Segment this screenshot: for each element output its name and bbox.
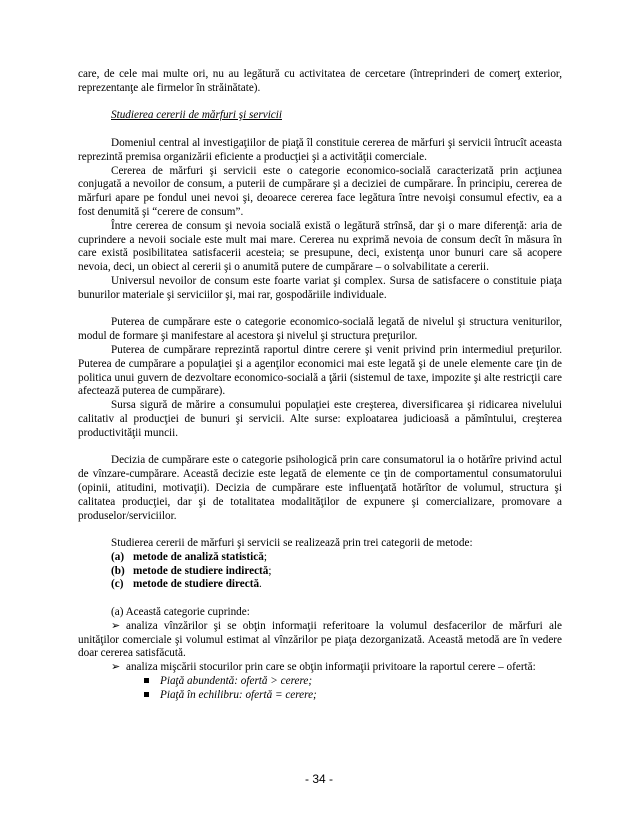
paragraph: (a) Această categorie cuprinde: xyxy=(111,606,250,619)
method-label: (c) xyxy=(111,578,124,591)
paragraph-intro: care, de cele mai multe ori, nu au legătură cu activitatea de cercetare (întreprinderi de comerţ exterior, reprezentanţe ale firmelor în străinătate). xyxy=(78,68,562,94)
page-content xyxy=(78,68,562,703)
paragraph: Cererea de mărfuri şi servicii este o categorie economico-socială caracterizată prin acţiunea conjugată a nevoilor de consum, a puterii de cumpărare şi a deciziei de cumpărare. În principiu, cererea de mărfuri apare pe fondul unei nevoi şi, deoarece cererea face legătura între nevoişi consumul efectiv, ea a fost denumită şi “cerere de consum”. xyxy=(78,164,562,218)
method-text: metode de analiză statistică xyxy=(133,550,264,563)
method-label: (a) xyxy=(111,550,125,563)
method-tail: ; xyxy=(263,550,267,563)
arrow-item xyxy=(78,661,562,675)
bullet-item xyxy=(144,689,562,703)
paragraph: Decizia de cumpărare este o categorie psihologică prin care consumatorul ia o hotărîre privind actul de vînzare-cumpărare. Această decizie este legată de elemente ce ţin de comportamentul consumatorului (opinii, atitudini, motivaţii). Decizia de cumpărare este influenţată hotărîtor de volumul, structura şi calitatea producţiei, dar şi de totalitatea modalităţilor de expunere şi comercializare, promovare a produselor/serviciilor. xyxy=(78,454,562,522)
method-label: (b) xyxy=(111,564,125,577)
method-item xyxy=(111,551,562,565)
paragraph: Sursa sigură de mărire a consumului populaţiei este creşterea, diversificarea şi ridicarea nivelului calitativ al producţiei de bunuri şi servicii. Alte surse: exploatarea judicioasă a pămîntului, creşterea productivităţii muncii. xyxy=(78,399,562,439)
arrow-item xyxy=(78,620,562,661)
method-item xyxy=(111,578,562,592)
bullet-text: Piaţă abundentă: ofertă > cerere; xyxy=(160,675,313,688)
bullet-text: Piaţă în echilibru: ofertă = cerere; xyxy=(160,688,317,701)
paragraph: Universul nevoilor de consum este foarte variat şi complex. Sursa de satisfacere o constituie piaţa bunurilor materiale şi serviciilor şi, mai rar, gospodăriile individuale. xyxy=(78,274,562,301)
section-heading: Studierea cererii de mărfuri şi servicii xyxy=(111,109,282,122)
paragraph: Domeniul central al investigaţiilor de piaţă îl constituie cererea de mărfuri şi servicii întrucît aceasta reprezintă premisa organizării eficiente a producţiei şi a activităţii comerciale. xyxy=(78,136,562,163)
paragraph: Studierea cererii de mărfuri şi servicii se realizează prin trei categorii de metode: xyxy=(111,537,473,550)
paragraph: Puterea de cumpărare este o categorie economico-socială legată de nivelul şi structura veniturilor, modul de formare şi manifestare al acestora şi nivelul şi structura preţurilor. xyxy=(78,316,562,343)
arrowhead-bullet-icon: ➢ xyxy=(111,661,121,674)
paragraph: Între cererea de consum şi nevoia socială există o legătură strînsă, dar şi o mare diferenţă: aria de cuprindere a nevoii sociale este mult mai mare. Cererea nu exprimă nevoia de consum decît în măsura în care există posibilitatea satisfacerii acesteia; se presupune, deci, existenţa unor bunuri care să acopere nevoia, deci, un obiect al cererii şi o anumită putere de cumpărare – o solvabilitate a cererii. xyxy=(78,219,562,274)
bullet-item xyxy=(144,675,562,689)
page-number: - 34 - xyxy=(304,772,333,786)
arrow-item-text: analiza vînzărilor şi se obţin informaţii referitoare la volumul desfacerilor de mărfuri ale unităţilor comerciale şi volumul estimat al vînzărilor pe piaţa dezorganizată. Această metodă are în vedere doar cererea satisfăcută. xyxy=(78,619,562,660)
method-text: metode de studiere directă xyxy=(133,578,260,591)
square-bullet-icon xyxy=(144,675,160,689)
square-bullet-icon xyxy=(144,689,160,703)
method-item xyxy=(111,565,562,579)
arrow-item-text: analiza mişcării stocurilor prin care se obţin informaţii privitoare la raportul cerere – ofertă: xyxy=(126,661,536,674)
arrowhead-bullet-icon: ➢ xyxy=(111,619,121,632)
paragraph: Puterea de cumpărare reprezintă raportul dintre cerere şi venit privind prin intermediul preţurilor. Puterea de cumpărare a populaţiei şi a agenţilor economici mai este legată şi de unele elemente care ţin de politica unui guvern de dezvoltare economico-socială a ţării (sistemul de taxe, impozite şi alte restricţii care afectează puterea de cumpărare). xyxy=(78,343,562,398)
method-text: metode de studiere indirectă xyxy=(133,564,269,577)
method-tail: ; xyxy=(268,564,272,577)
method-tail: . xyxy=(259,578,262,591)
